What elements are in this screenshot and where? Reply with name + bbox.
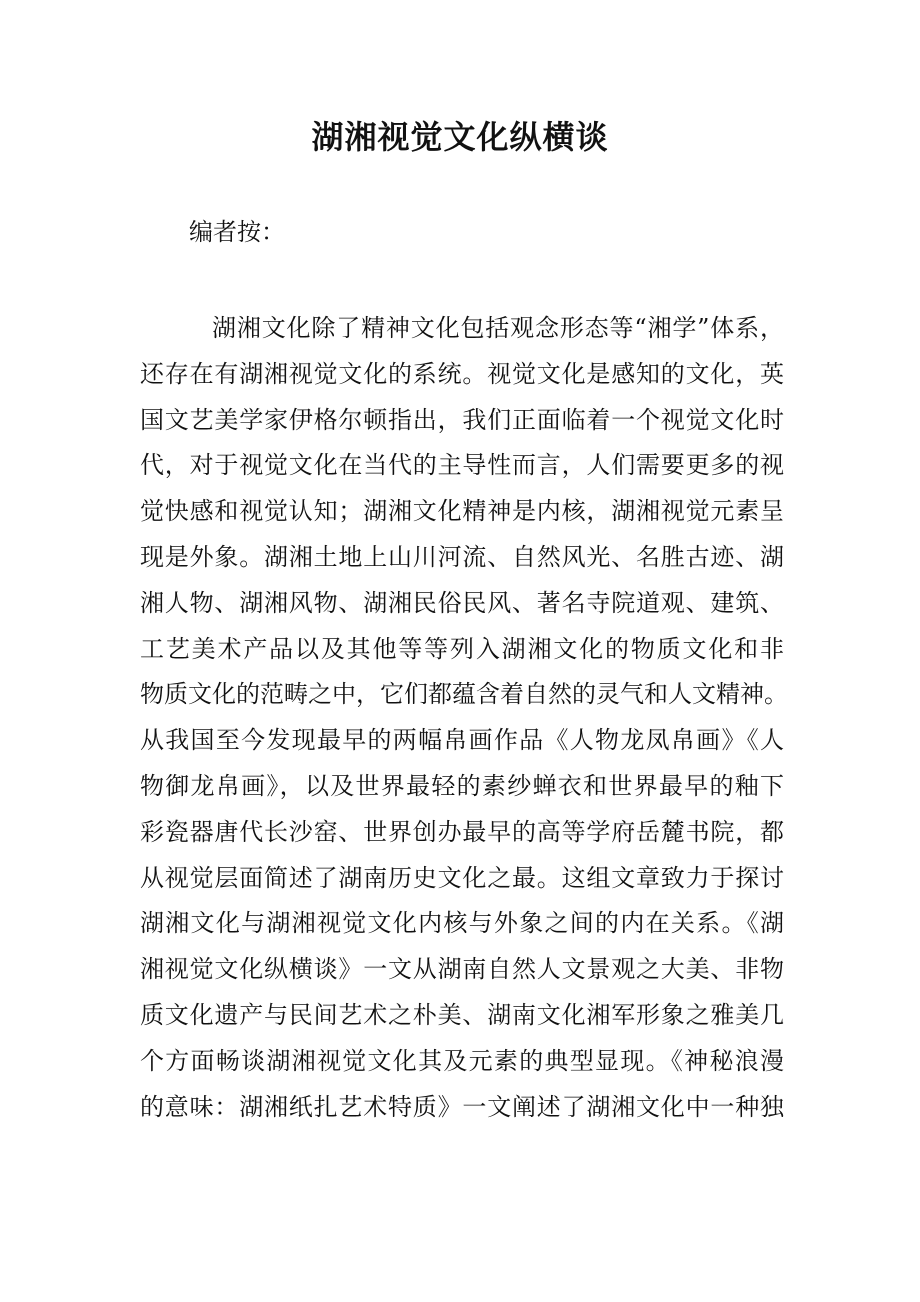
paragraph-line: 现是外象。湖湘土地上山川河流、自然风光、名胜古迹、湖 <box>140 542 784 571</box>
paragraph-line: 从我国至今发现最早的两幅帛画作品《人物龙凤帛画》《人 <box>140 726 784 755</box>
paragraph-line: 从视觉层面简述了湖南历史文化之最。这组文章致力于探讨 <box>140 863 784 892</box>
paragraph-line: 代，对于视觉文化在当代的主导性而言，人们需要更多的视 <box>140 451 784 480</box>
editor-note-label: 编者按： <box>189 218 285 246</box>
document-title: 湖湘视觉文化纵横谈 <box>311 118 609 156</box>
paragraph-line: 个方面畅谈湖湘视觉文化其及元素的典型显现。《神秘浪漫 <box>140 1046 784 1075</box>
paragraph-line: 湖湘文化除了精神文化包括观念形态等“湘学”体系， <box>212 314 784 342</box>
paragraph-line: 觉快感和视觉认知；湖湘文化精神是内核，湖湘视觉元素呈 <box>140 497 784 526</box>
paragraph-line: 工艺美术产品以及其他等等列入湖湘文化的物质文化和非 <box>140 634 784 663</box>
paragraph-line: 湖湘文化与湖湘视觉文化内核与外象之间的内在关系。《湖 <box>140 909 784 938</box>
paragraph-line: 湘人物、湖湘风物、湖湘民俗民风、著名寺院道观、建筑、 <box>140 588 784 617</box>
paragraph-line: 湘视觉文化纵横谈》一文从湖南自然人文景观之大美、非物 <box>140 955 784 984</box>
paragraph-line: 还存在有湖湘视觉文化的系统。视觉文化是感知的文化，英 <box>140 359 784 388</box>
paragraph-line: 质文化遗产与民间艺术之朴美、湖南文化湘军形象之雅美几 <box>140 1000 784 1029</box>
paragraph-line: 的意味：湖湘纸扎艺术特质》一文阐述了湖湘文化中一种独 <box>140 1092 784 1121</box>
paragraph-line: 国文艺美学家伊格尔顿指出，我们正面临着一个视觉文化时 <box>140 405 784 434</box>
body-paragraph <box>140 306 788 1130</box>
paragraph-line: 彩瓷器唐代长沙窑、世界创办最早的高等学府岳麓书院，都 <box>140 817 784 846</box>
paragraph-line: 物御龙帛画》，以及世界最轻的素纱蝉衣和世界最早的釉下 <box>140 771 784 800</box>
paragraph-line: 物质文化的范畴之中，它们都蕴含着自然的灵气和人文精神。 <box>140 680 788 709</box>
